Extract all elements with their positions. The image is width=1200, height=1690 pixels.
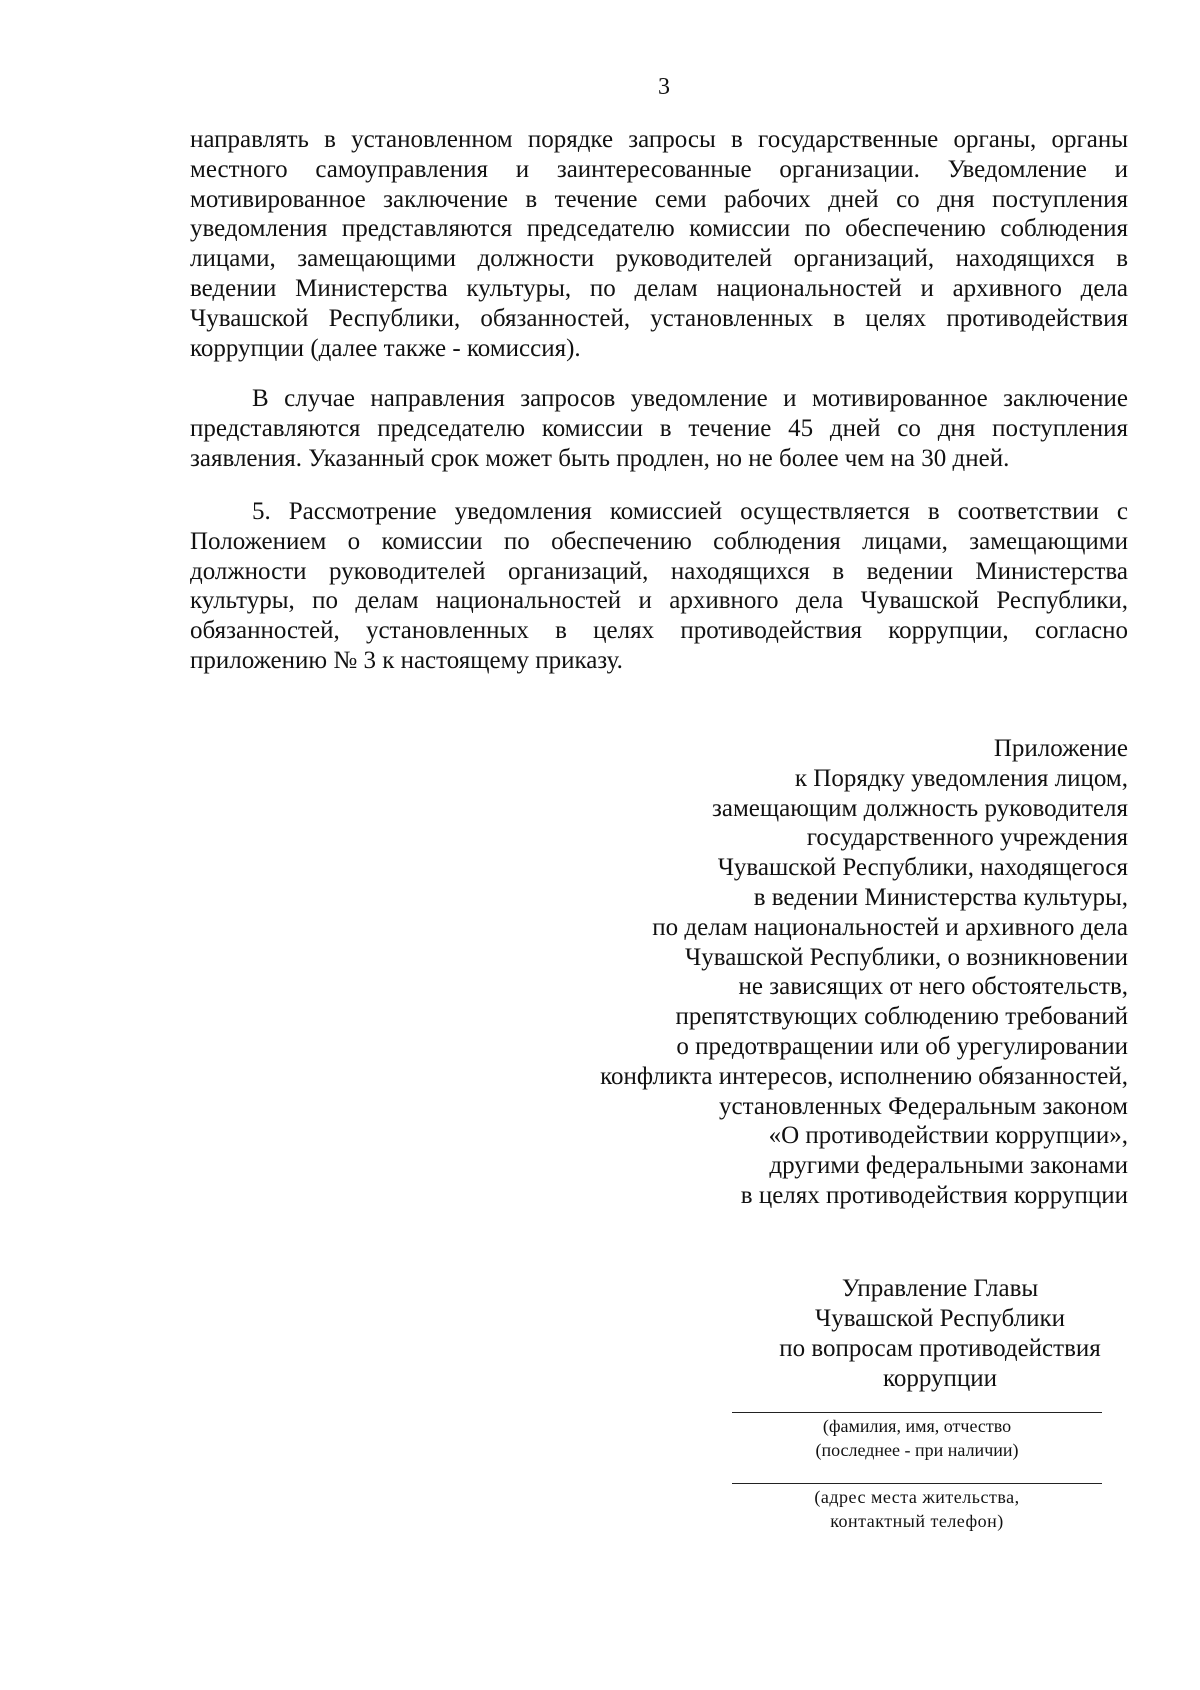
body-paragraph: направлять в установленном порядке запросы в государственные органы, органы местного самоуправления и заинтересованные организации. Уведомление и мотивированное заключение в течение семи рабочих дней со дня поступления уведомления представляются председателю комиссии по обеспечению соблюдения лицами, замещающими должности руководителей организаций, находящихся в ведении Министерства культуры, по делам национальностей и архивного дела Чувашской Республики, обязанностей, установленных в целях противодействия коррупции (далее также - комиссия). [190, 126, 1128, 362]
appendix-line: к Порядку уведомления лицом, [794, 764, 1128, 792]
caption-line: (фамилия, имя, отчество [822, 1416, 1012, 1436]
appendix-line: препятствующих соблюдению требований [675, 1003, 1128, 1031]
recipient-block [760, 1274, 1120, 1394]
appendix-line: о предотвращении или об урегулировании [676, 1032, 1128, 1060]
address-field-caption [732, 1485, 1102, 1533]
page-number: 3 [658, 74, 670, 100]
appendix-line: в целях противодействия коррупции [740, 1181, 1128, 1209]
recipient-line: коррупции [882, 1365, 998, 1392]
recipient-line: Управление Главы [841, 1275, 1039, 1302]
body-paragraph: 5. Рассмотрение уведомления комиссией осуществляется в соответствии с Положением о комиссии по обеспечению соблюдения лицами, замещающими должности руководителей организаций, находящихся в ведении Министерства культуры, по делам национальностей и архивного дела Чувашской Республики, обязанностей, установленных в целях противодействия коррупции, согласно приложению № 3 к настоящему приказу. [190, 498, 1128, 674]
caption-line: (адрес места жительства, [814, 1487, 1020, 1507]
appendix-line: установленных Федеральным законом [719, 1092, 1128, 1120]
appendix-line: замещающим должность руководителя [712, 794, 1128, 822]
appendix-line: «О противодействии коррупции», [768, 1122, 1128, 1150]
appendix-line: государственного учреждения [806, 824, 1128, 852]
appendix-line: Приложение [993, 735, 1128, 762]
appendix-line: Чувашской Республики, находящегося [717, 854, 1128, 882]
caption-line: контактный телефон) [830, 1511, 1004, 1531]
appendix-line: конфликта интересов, исполнению обязанностей, [600, 1062, 1128, 1090]
appendix-line: Чувашской Республики, о возникновении [684, 943, 1128, 971]
recipient-line: по вопросам противодействия [779, 1335, 1101, 1362]
appendix-line: не зависящих от него обстоятельств, [738, 973, 1128, 1001]
appendix-heading [428, 734, 1128, 1211]
recipient-line: Чувашской Республики [814, 1305, 1066, 1332]
appendix-line: другими федеральными законами [769, 1152, 1128, 1180]
name-fill-line [732, 1412, 1102, 1413]
address-fill-line [732, 1483, 1102, 1484]
appendix-line: по делам национальностей и архивного дела [652, 913, 1128, 941]
name-field-caption [732, 1414, 1102, 1462]
caption-line: (последнее - при наличии) [815, 1440, 1019, 1460]
appendix-line: в ведении Министерства культуры, [753, 883, 1128, 911]
body-paragraph: В случае направления запросов уведомление и мотивированное заключение представляются председателю комиссии в течение 45 дней со дня поступления заявления. Указанный срок может быть продлен, но не более чем на 30 дней. [190, 385, 1128, 472]
